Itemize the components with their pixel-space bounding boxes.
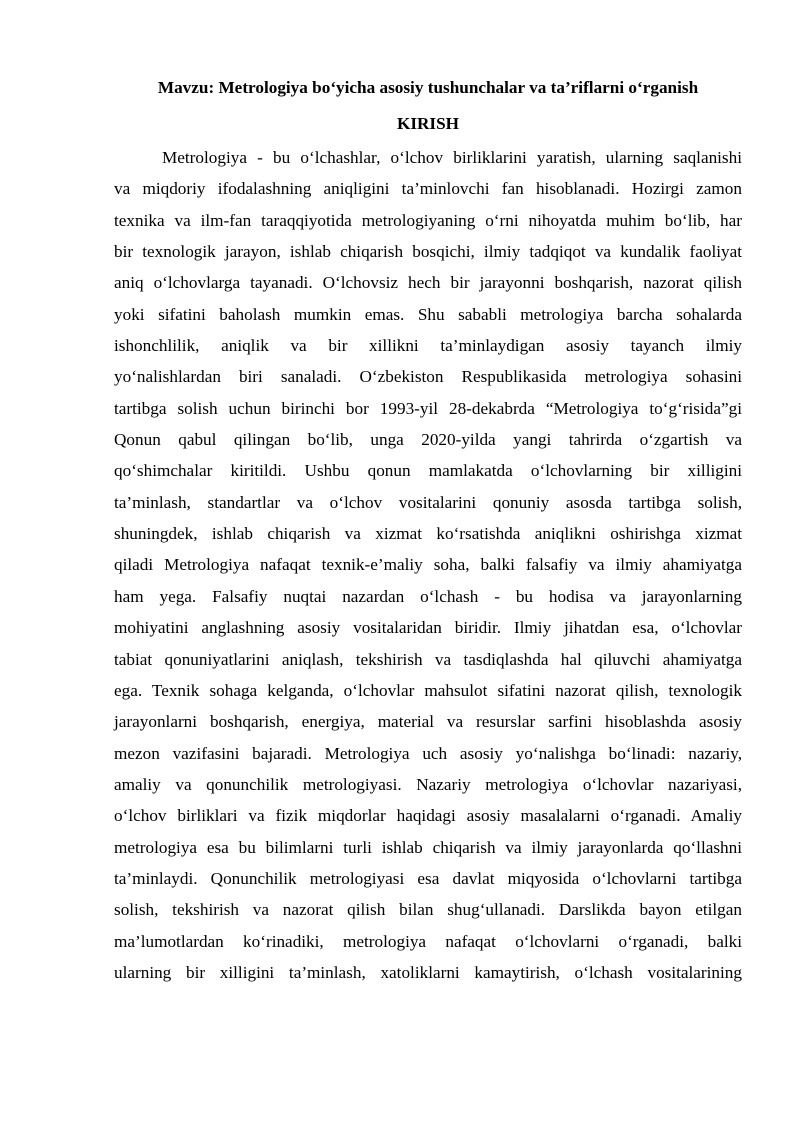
paragraph-line: yo‘nalishlardan biri sanaladi. O‘zbekiston Respublikasida metrologiya sohasini — [114, 367, 742, 387]
paragraph-line: metrologiya esa bu bilimlarni turli ishlab chiqarish va ilmiy jarayonlarda qo‘llashni — [114, 837, 742, 857]
paragraph-line: bir texnologik jarayon, ishlab chiqarish bosqichi, ilmiy tadqiqot va kundalik faoliyat — [114, 242, 742, 262]
paragraph-line: ta’minlaydi. Qonunchilik metrologiyasi esa davlat miqyosida o‘lchovlarni tartibga — [114, 868, 742, 888]
paragraph-line: qiladi Metrologiya nafaqat texnik-e’maliy soha, balki falsafiy va ilmiy ahamiyatga — [114, 555, 742, 575]
paragraph-line: ularning bir xilligini ta’minlash, xatoliklarni kamaytirish, o‘lchash vositalarining — [114, 962, 742, 982]
paragraph-line: tabiat qonuniyatlarini aniqlash, tekshirish va tasdiqlashda hal qiluvchi ahamiyatga — [114, 649, 742, 669]
paragraph-line: ma’lumotlardan ko‘rinadiki, metrologiya nafaqat o‘lchovlarni o‘rganadi, balki — [114, 931, 742, 951]
document-page — [114, 70, 742, 988]
paragraph-line: Qonun qabul qilingan bo‘lib, unga 2020-yilda yangi tahrirda o‘zgartish va — [114, 430, 742, 450]
body-paragraph — [114, 142, 742, 988]
paragraph-line: ham yega. Falsafiy nuqtai nazardan o‘lchash - bu hodisa va jarayonlarning — [114, 586, 742, 606]
paragraph-line: ega. Texnik sohaga kelganda, o‘lchovlar mahsulot sifatini nazorat qilish, texnologik — [114, 680, 742, 700]
paragraph-line: texnika va ilm-fan taraqqiyotida metrologiyaning o‘rni nihoyatda muhim bo‘lib, har — [114, 210, 742, 230]
paragraph-line: ta’minlash, standartlar va o‘lchov vositalarini qonuniy asosda tartibga solish, — [114, 492, 742, 512]
paragraph-line: amaliy va qonunchilik metrologiyasi. Nazariy metrologiya o‘lchovlar nazariyasi, — [114, 774, 742, 794]
paragraph-line: shuningdek, ishlab chiqarish va xizmat ko‘rsatishda aniqlikni oshirishga xizmat — [114, 524, 742, 544]
paragraph-line: o‘lchov birliklari va fizik miqdorlar haqidagi asosiy masalalarni o‘rganadi. Amaliy — [114, 806, 742, 826]
paragraph-line: solish, tekshirish va nazorat qilish bilan shug‘ullanadi. Darslikda bayon etilgan — [114, 900, 742, 920]
paragraph-line: aniq o‘lchovlarga tayanadi. O‘lchovsiz hech bir jarayonni boshqarish, nazorat qilish — [114, 273, 742, 293]
paragraph-line: jarayonlarni boshqarish, energiya, material va resurslar sarfini hisoblashda asosiy — [114, 712, 742, 732]
paragraph-line: qo‘shimchalar kiritildi. Ushbu qonun mamlakatda o‘lchovlarning bir xilligini — [114, 461, 742, 481]
section-heading: KIRISH — [396, 114, 460, 133]
document-title: Mavzu: Metrologiya bo‘yicha asosiy tushunchalar va ta’riflarni o‘rganish — [157, 78, 699, 97]
paragraph-line: mezon vazifasini bajaradi. Metrologiya uch asosiy yo‘nalishga bo‘linadi: nazariy, — [114, 743, 742, 763]
paragraph-line: ishonchlilik, aniqlik va bir xillikni ta’minlaydigan asosiy tayanch ilmiy — [114, 336, 742, 356]
paragraph-line: Metrologiya - bu o‘lchashlar, o‘lchov birliklarini yaratish, ularning saqlanishi — [162, 148, 742, 167]
paragraph-line: va miqdoriy ifodalashning aniqligini ta’minlovchi fan hisoblanadi. Hozirgi zamon — [114, 179, 742, 199]
paragraph-line: tartibga solish uchun birinchi bor 1993-yil 28-dekabrda “Metrologiya to‘g‘risida”gi — [114, 398, 742, 418]
paragraph-line: yoki sifatini baholash mumkin emas. Shu sababli metrologiya barcha sohalarda — [114, 304, 742, 324]
paragraph-line: mohiyatini anglashning asosiy vositalaridan biridir. Ilmiy jihatdan esa, o‘lchovlar — [114, 618, 742, 638]
